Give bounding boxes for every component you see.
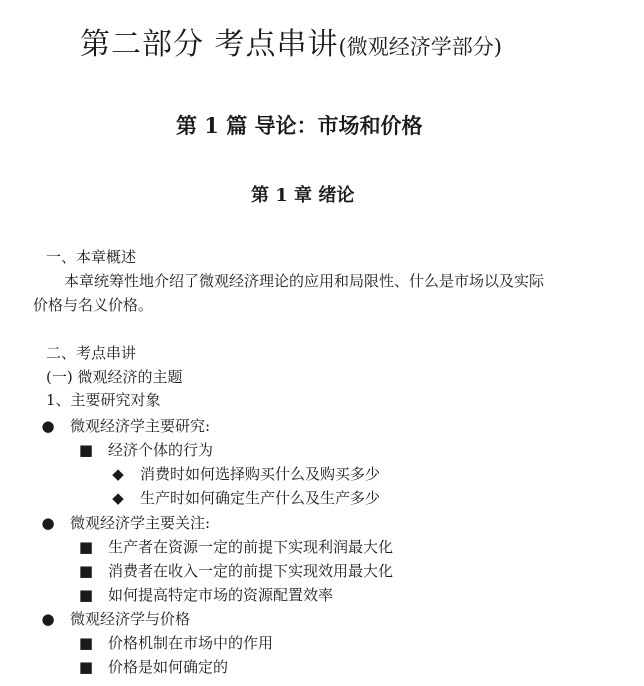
list-item [38,419,210,434]
bullet-diamond-icon: ◆ [112,489,124,507]
list-item [76,443,213,458]
list-item [76,540,393,555]
list-item-text: 消费时如何选择购买什么及购买多少 [140,465,381,483]
bullet-square-icon: ■ [78,634,94,652]
list-item [76,564,393,579]
bullet-square-icon: ■ [78,562,94,580]
bullet-square-icon: ■ [78,441,94,459]
list-item-text: 消费者在收入一定的前提下实现效用最大化 [108,562,394,580]
bullet-square-icon: ■ [78,586,94,604]
list-item [38,612,190,627]
chapter-title: 第 1 章 绪论 [251,185,355,206]
bullet-circle-icon: ● [41,417,55,435]
section-title: 第 1 篇 导论：市场和价格 [176,113,423,138]
subsubsection-heading: 1、主要研究对象 [46,391,161,409]
list-item [76,636,273,651]
part-title-main: 第二部分 考点串讲 [80,27,339,62]
list-item-text: 微观经济学主要关注: [70,514,211,532]
list-item-text: 价格机制在市场中的作用 [108,634,274,652]
bullet-square-icon: ■ [78,658,94,676]
bullet-circle-icon: ● [41,514,55,532]
subsection-heading: (一) 微观经济的主题 [46,368,183,386]
keypoints-heading: 二、考点串讲 [46,344,137,362]
list-item [108,491,380,506]
part-title [80,27,502,62]
overview-paragraph-line2: 价格与名义价格。 [33,296,154,314]
list-item [76,660,228,675]
list-item-text: 生产时如何确定生产什么及生产多少 [140,489,381,507]
list-item-text: 价格是如何确定的 [108,658,229,676]
list-item [76,588,333,603]
list-item-text: 经济个体的行为 [108,441,214,459]
list-item [108,467,380,482]
list-item-text: 微观经济学主要研究: [70,417,211,435]
overview-heading: 一、本章概述 [46,248,137,266]
list-item-text: 微观经济学与价格 [70,610,191,628]
part-title-sub: (微观经济学部分) [338,35,502,59]
bullet-circle-icon: ● [41,610,55,628]
list-item [38,516,210,531]
bullet-square-icon: ■ [78,538,94,556]
overview-paragraph-line1: 本章统筹性地介绍了微观经济理论的应用和局限性、什么是市场以及实际 [64,272,545,290]
list-item-text: 生产者在资源一定的前提下实现利润最大化 [108,538,394,556]
bullet-diamond-icon: ◆ [112,465,124,483]
list-item-text: 如何提高特定市场的资源配置效率 [108,586,334,604]
